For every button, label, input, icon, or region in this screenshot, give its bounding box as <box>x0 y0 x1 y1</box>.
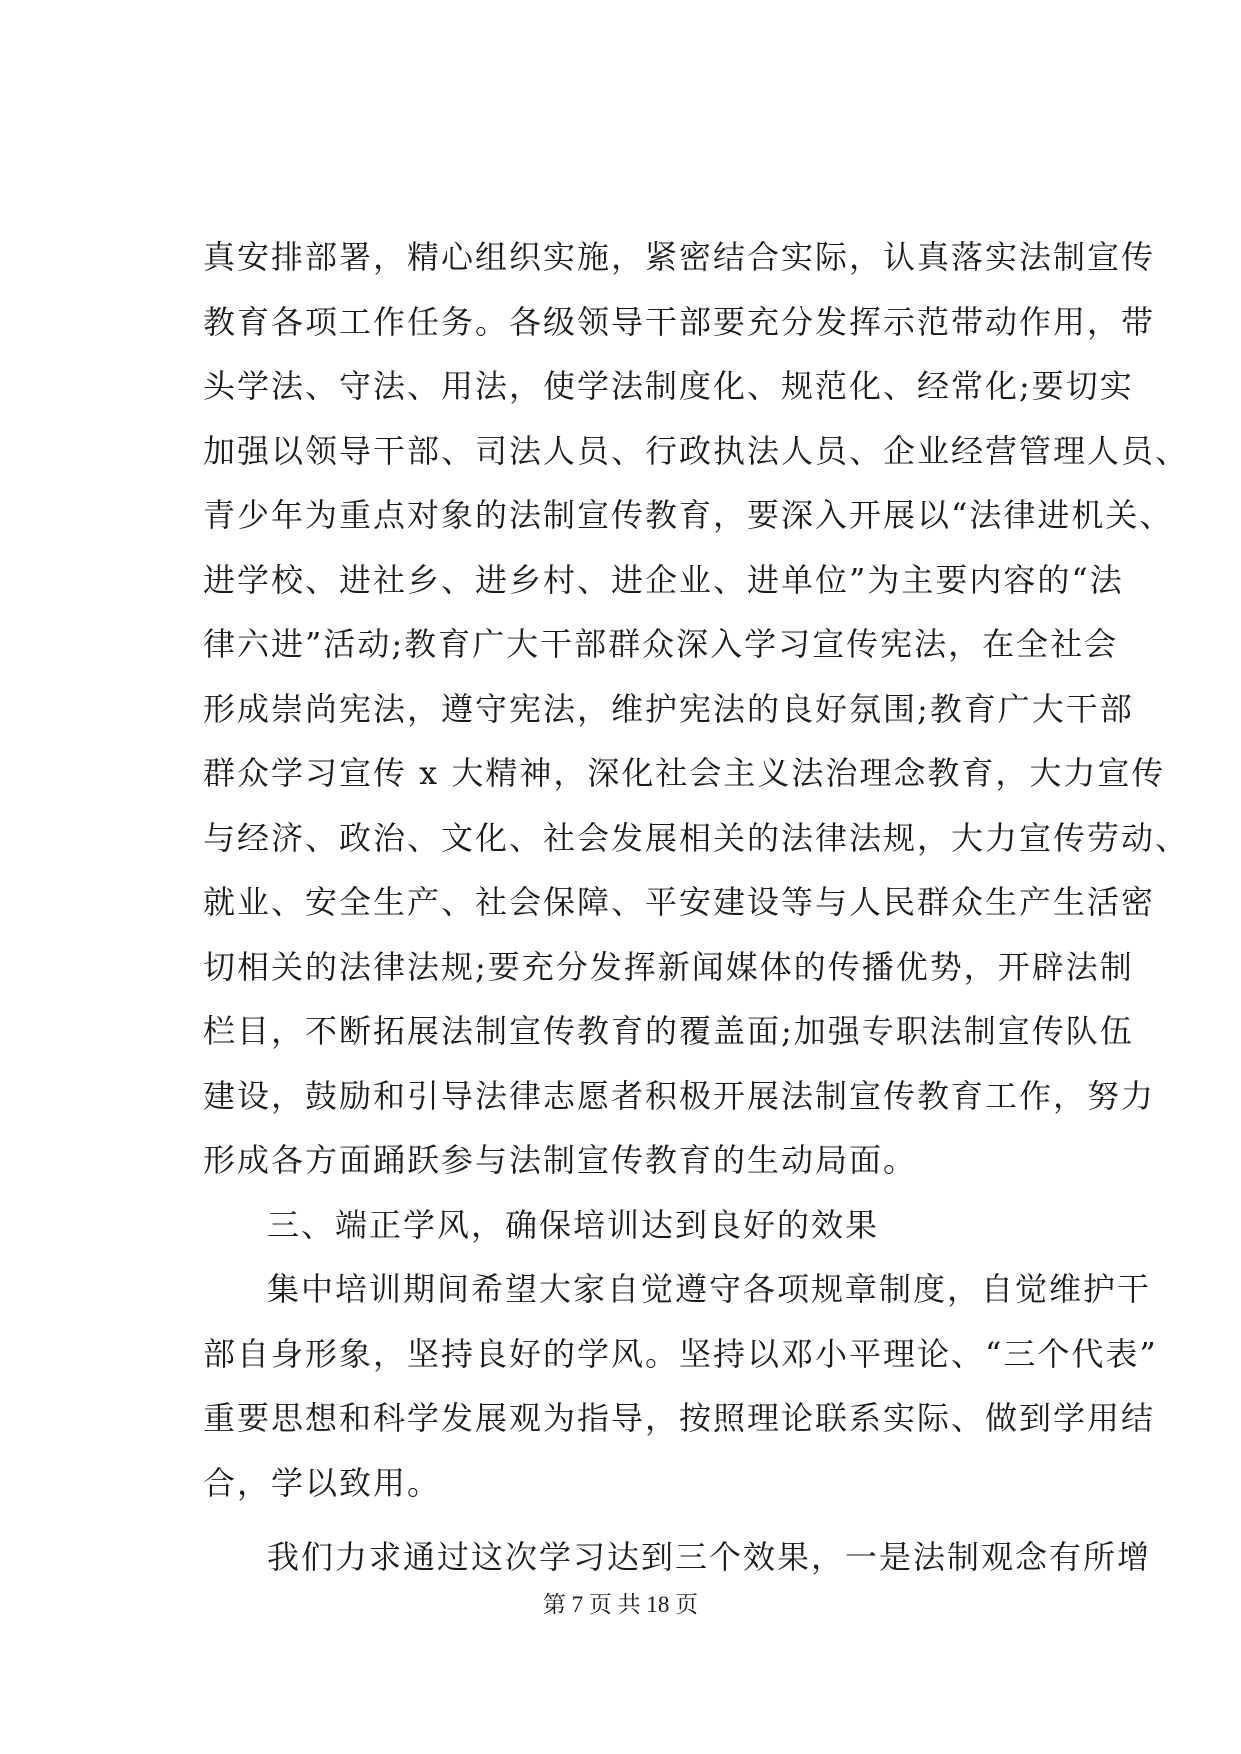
paragraph-3 <box>203 1525 1152 1590</box>
text-line: 栏目，不断拓展法制宣传教育的覆盖面;加强专职法制宣传队伍 <box>203 1012 1134 1050</box>
text-line: 加强以领导干部、司法人员、行政执法人员、企业经营管理人员、 <box>203 431 1190 470</box>
section-heading: 三、端正学风，确保培训达到良好的效果 <box>267 1205 880 1244</box>
text-line: 我们力求通过这次学习达到三个效果，一是法制观念有所增 <box>267 1538 1152 1576</box>
body-text <box>203 225 1190 1590</box>
text-line: 形成崇尚宪法，遵守宪法，维护宪法的良好氛围;教育广大干部 <box>203 689 1134 728</box>
paragraph-gap <box>203 1515 1073 1525</box>
text-line: 群众学习宣传 x 大精神，深化社会主义法治理念教育，大力宣传 <box>203 754 1166 792</box>
paragraph-1 <box>203 225 1190 1193</box>
text-line: 就业、安全生产、社会保障、平安建设等与人民群众生产生活密 <box>203 883 1156 921</box>
page-footer: 第 7 页 共 18 页 <box>542 1592 699 1617</box>
text-line: 与经济、政治、文化、社会发展相关的法律法规，大力宣传劳动、 <box>203 818 1190 857</box>
text-line: 青少年为重点对象的法制宣传教育，要深入开展以“法律进机关、 <box>203 496 1174 534</box>
text-line: 建设，鼓励和引导法律志愿者积极开展法制宣传教育工作，努力 <box>203 1076 1156 1115</box>
text-line: 进学校、进社乡、进乡村、进企业、进单位”为主要内容的“法 <box>203 560 1124 599</box>
text-line: 头学法、守法、用法，使学法制度化、规范化、经常化;要切实 <box>203 367 1134 405</box>
text-line: 律六进”活动;教育广大干部群众深入学习宣传宪法，在全社会 <box>203 625 1119 663</box>
text-line: 部自身形象，坚持良好的学风。坚持以邓小平理论、“三个代表” <box>203 1334 1158 1373</box>
text-line: 切相关的法律法规;要充分发挥新闻媒体的传播优势，开辟法制 <box>203 947 1134 986</box>
text-line: 重要思想和科学发展观为指导，按照理论联系实际、做到学用结 <box>203 1399 1156 1437</box>
paragraph-2 <box>203 1257 1158 1515</box>
text-line: 集中培训期间希望大家自觉遵守各项规章制度，自觉维护干 <box>267 1270 1152 1308</box>
text-line: 真安排部署，精心组织实施，紧密结合实际，认真落实法制宣传 <box>203 238 1156 276</box>
text-line: 形成各方面踊跃参与法制宣传教育的生动局面。 <box>203 1141 918 1179</box>
text-line: 合，学以致用。 <box>203 1463 442 1502</box>
text-line: 教育各项工作任务。各级领导干部要充分发挥示范带动作用，带 <box>203 302 1156 341</box>
